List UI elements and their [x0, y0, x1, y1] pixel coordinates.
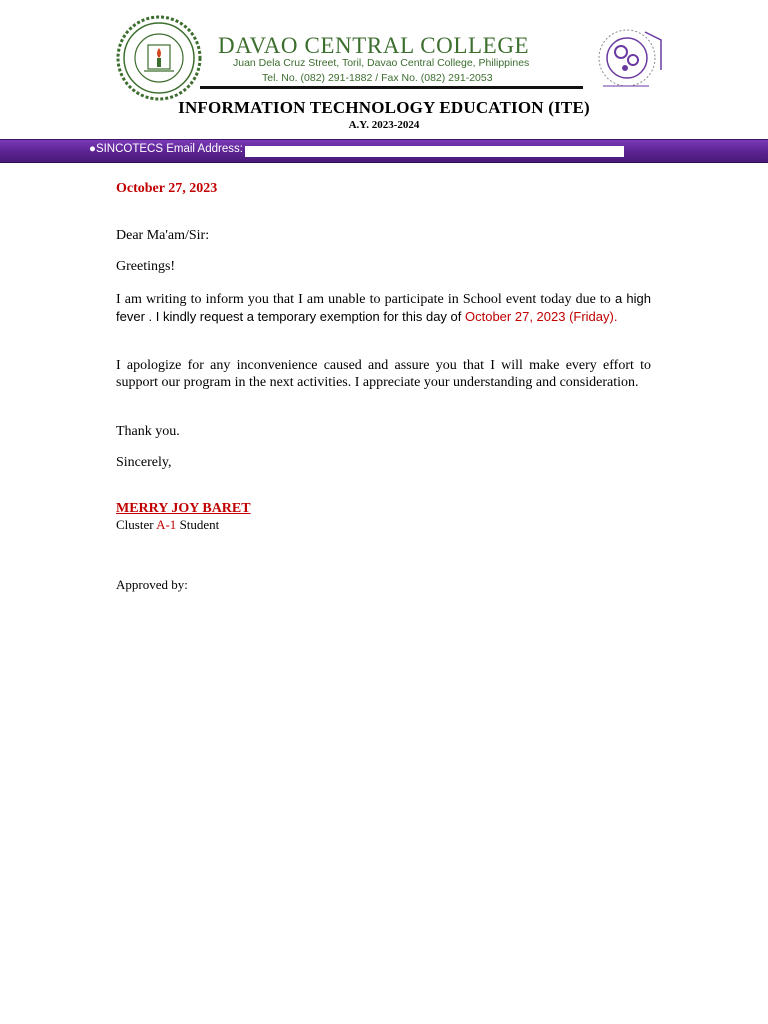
- sincotecs-logo-icon: [591, 20, 669, 98]
- paragraph-request-line1: I am writing to inform you that I am unable to participate in School event today due to: [116, 292, 615, 307]
- college-name: DAVAO CENTRAL COLLEGE: [218, 33, 530, 58]
- letter-date: October 27, 2023: [116, 181, 218, 196]
- signer-cluster: A-1: [156, 517, 177, 532]
- signer-title-suffix: Student: [176, 517, 220, 532]
- email-field[interactable]: [245, 146, 624, 157]
- college-address: Juan Dela Cruz Street, Toril, Davao Central College, Philippines: [233, 57, 530, 69]
- college-seal-icon: [114, 15, 204, 101]
- paragraph-request-line2: a high fever . I kindly request a temporary exemption for this day of: [116, 291, 652, 324]
- approved-by-label: Approved by:: [116, 577, 188, 592]
- exemption-date: October 27, 2023 (Friday): [465, 309, 614, 324]
- college-telephone: Tel. No. (082) 291-1882 / Fax No. (082) 291-2053: [262, 72, 493, 84]
- paragraph-request-end: .: [613, 309, 618, 324]
- salutation: Dear Ma'am/Sir:: [116, 228, 210, 243]
- email-label: ●SINCOTECS Email Address:: [89, 143, 243, 155]
- closing-line: Sincerely,: [116, 455, 172, 470]
- paragraph-apology: I apologize for any inconvenience caused and assure you that I will make every effort to support our program in the next activities. I appreciate your understanding and consideration.: [116, 358, 651, 390]
- paragraph-request: [116, 290, 651, 326]
- signer-name: MERRY JOY BARET: [116, 501, 251, 516]
- greeting: Greetings!: [116, 259, 176, 274]
- academic-year: A.Y. 2023-2024: [348, 119, 420, 131]
- thank-you-line: Thank you.: [116, 424, 180, 439]
- department-title: INFORMATION TECHNOLOGY EDUCATION (ITE): [178, 98, 590, 117]
- signer-title-prefix: Cluster: [116, 517, 157, 532]
- signer-title: [116, 517, 219, 533]
- header-divider: [200, 86, 583, 89]
